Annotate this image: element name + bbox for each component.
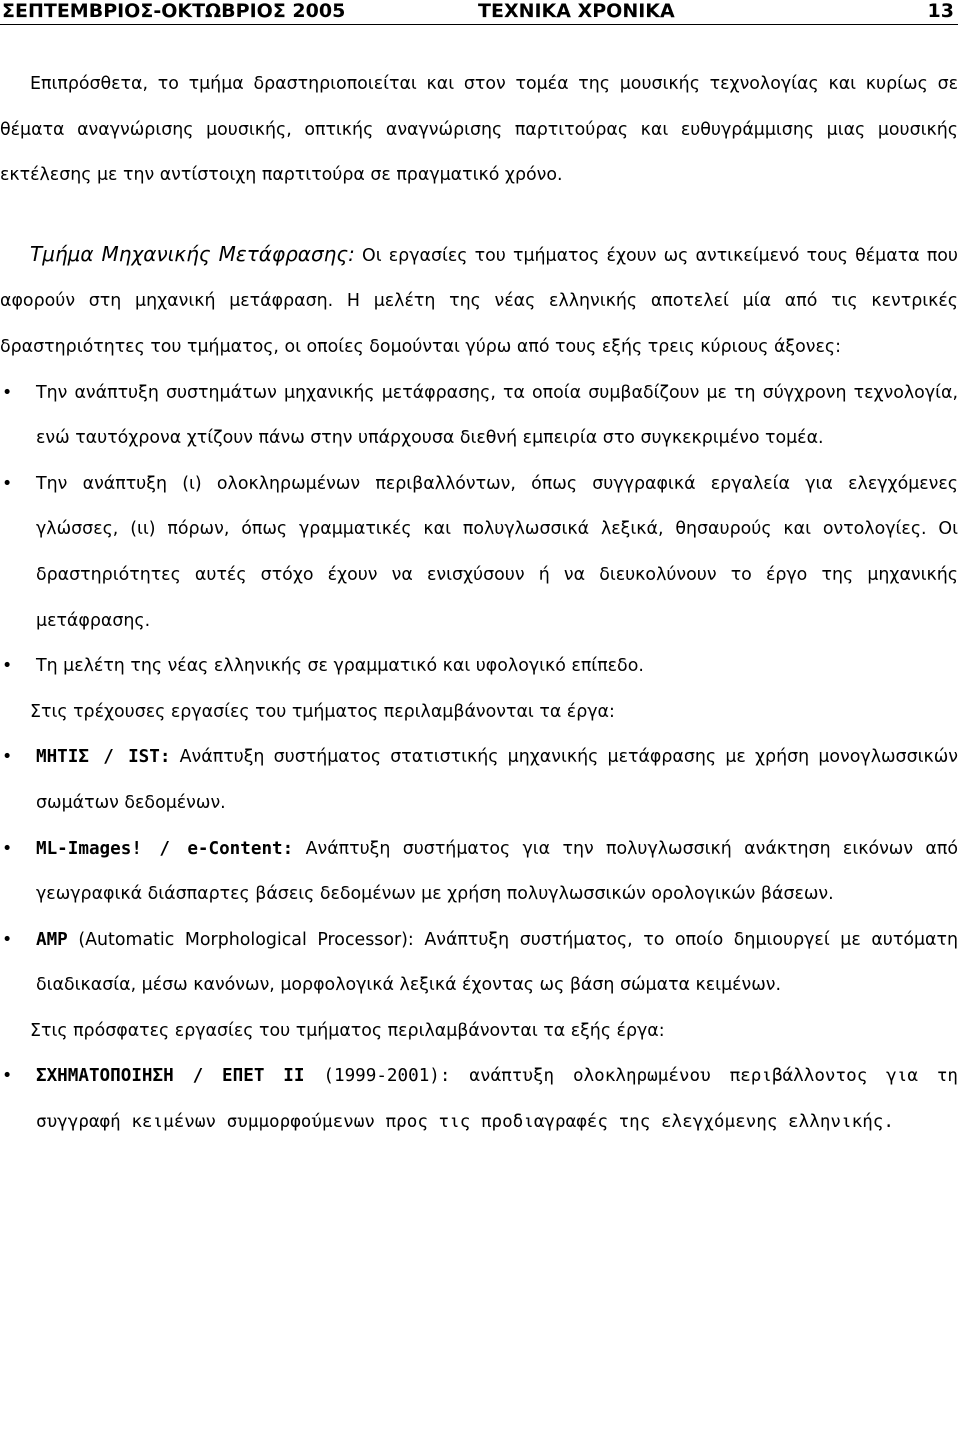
list-item: [0, 735, 958, 826]
list-item-text: Την ανάπτυξη συστημάτων μηχανικής μετάφρασης, τα οποία συμβαδίζουν με τη σύγχρονη τεχνολογία, ενώ ταυτόχρονα χτίζουν πάνω στην υπάρχουσα διεθνή εμπειρία στο συγκεκριμένο τομέα.: [36, 382, 958, 449]
list-item: [0, 644, 958, 690]
bullet-icon: •: [2, 382, 13, 403]
current-projects-list: [0, 735, 958, 1009]
list-item-text: Τη μελέτη της νέας ελληνικής σε γραμματικό και υφολογικό επίπεδο.: [36, 656, 644, 677]
section-title: Τμήμα Μηχανικής Μετάφρασης:: [30, 241, 355, 266]
bullet-icon: •: [2, 747, 13, 768]
project-description: : ανάπτυξη ολοκληρωμένου περιβάλλοντος για τη συγγραφή κειμένων συμμορφούμενων προς τις προδιαγραφές της ελεγχόμενης ελληνικής.: [36, 1066, 959, 1133]
bullet-icon: •: [2, 1066, 13, 1087]
list-item: [0, 1054, 958, 1145]
section-paragraph: [0, 232, 958, 371]
project-name: ΜΗΤΙΣ / IST:: [36, 747, 171, 768]
list-item: [0, 918, 958, 1009]
project-name: AMP: [36, 929, 68, 950]
project-name: ΣΧΗΜΑΤΟΠΟΙΗΣΗ / ΕΠΕΤ ΙΙ: [36, 1066, 305, 1087]
list-item: [0, 462, 958, 644]
project-description: : Ανάπτυξη συστήματος, το οποίο δημιουργεί με αυτόματη διαδικασία, μέσω κανόνων, μορφολογικά λεξικά έχοντας ως βάση σώματα κειμένων.: [36, 929, 958, 996]
current-projects-intro: Στις τρέχουσες εργασίες του τμήματος περιλαμβάνονται τα έργα:: [30, 701, 615, 722]
bullet-icon: •: [2, 656, 13, 677]
list-item: [0, 371, 958, 462]
project-period: (1999-2001): [304, 1066, 440, 1087]
bullet-icon: •: [2, 838, 13, 859]
intro-paragraph: [0, 62, 958, 199]
list-item: [0, 827, 958, 918]
running-header: [0, 0, 958, 25]
header-page-number: 13: [927, 0, 954, 22]
project-description: Ανάπτυξη συστήματος στατιστικής μηχανικής μετάφρασης με χρήση μονογλωσσικών σωμάτων δεδομένων.: [36, 747, 959, 813]
axes-list: [0, 371, 958, 690]
article-body: [0, 62, 958, 1146]
project-name: ML-Images! / e-Content:: [36, 838, 294, 859]
section-text: Οι εργασίες του τμήματος έχουν ως αντικείμενό τους θέματα που αφορούν στη μηχανική μετάφραση. Η μελέτη της νέας ελληνικής αποτελεί μία από τις κεντρικές δραστηριότητες του τμήματος, οι οποίες δομούνται γύρω από τους εξής τρεις κύριους άξονες:: [0, 245, 958, 357]
project-description: Ανάπτυξη συστήματος για την πολυγλωσσική ανάκτηση εικόνων από γεωγραφικά διάσπαρτες βάσεις δεδομένων με χρήση πολυγλωσσικών ορολογικών βάσεων.: [36, 838, 958, 905]
bullet-icon: •: [2, 929, 13, 950]
recent-projects-intro: Στις πρόσφατες εργασίες του τμήματος περιλαμβάνονται τα εξής έργα:: [30, 1020, 665, 1041]
list-item-text: Την ανάπτυξη (ι) ολοκληρωμένων περιβαλλόντων, όπως συγγραφικά εργαλεία για ελεγχόμενες γλώσσες, (ιι) πόρων, όπως γραμματικές και πολυγλωσσικά λεξικά, θησαυρούς και οντολογίες. Οι δραστηριότητες αυτές στόχο έχουν να ενισχύσουν ή να διευκολύνουν το έργο της μηχανικής μετάφρασης.: [36, 473, 958, 631]
intro-text: Επιπρόσθετα, το τμήμα δραστηριοποιείται και στον τομέα της μουσικής τεχνολογίας και κυρίως σε θέματα αναγνώρισης μουσικής, οπτικής αναγνώρισης παρτιτούρας και ευθυγράμμισης μιας μουσικής εκτέλεσης με την αντίστοιχη παρτιτούρα σε πραγματικό χρόνο.: [0, 74, 958, 186]
bullet-icon: •: [2, 473, 13, 494]
header-publication-title: ΤΕΧΝΙΚΑ ΧΡΟΝΙΚΑ: [478, 0, 675, 22]
header-issue-date: ΣΕΠΤΕΜΒΡΙΟΣ-ΟΚΤΩΒΡΙΟΣ 2005: [2, 0, 346, 22]
project-fullname: (Automatic Morphological Processor): [67, 929, 408, 950]
recent-projects-list: [0, 1054, 958, 1145]
